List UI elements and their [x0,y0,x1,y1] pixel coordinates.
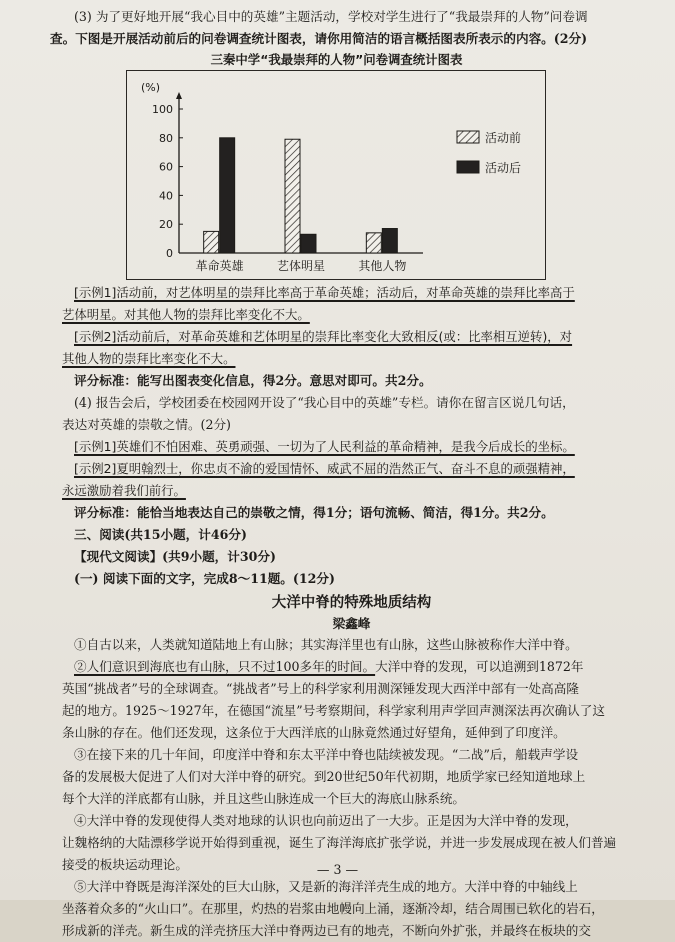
chart-svg [127,71,547,281]
bar-after-2 [382,229,397,253]
bar-before-2 [366,233,381,253]
page-number: — 3 — [316,862,359,877]
bar-after-0 [220,138,235,253]
para-4-line2: 让魏格纳的大陆漂移学说开始得到重视，诞生了海洋海底扩张学说，并进一步发展成现在被人们普遍 [62,835,617,850]
question-3-line1: (3) 为了更好地开展“我心目中的英雄”主题活动，学校对学生进行了“我最崇拜的人物”问卷调 [74,9,588,24]
para-2-line3: 起的地方。1925～1927年，在德国“流星”号考察期间，科学家利用声学回声测深法再次确认了这 [62,703,605,718]
x-tick-label: 其他人物 [358,259,407,273]
y-tick-label: 40 [159,189,173,203]
legend-swatch [457,131,479,143]
answer3-grading: 评分标准：能写出图表变化信息，得2分。意思对即可。共2分。 [74,373,432,388]
x-tick-label: 革命英雄 [195,259,244,273]
legend-label: 活动前 [485,131,522,145]
y-tick-label: 20 [159,218,173,232]
y-tick-label: 100 [152,103,173,116]
legend-swatch [457,161,479,173]
y-axis-arrow [176,92,182,99]
para-3-line2: 备的发展极大促进了人们对大洋中脊的研究。到20世纪50年代初期，地质学家已经知道地球上 [62,769,586,784]
section-reading: 三、阅读(共15小题，计46分) [74,527,247,542]
para-5-line2: 坐落着众多的“火山口”。在那里，灼热的岩浆由地幔向上涌，逐渐冷却，结合周围已软化的岩石， [62,901,604,916]
para-2-rest: 大洋中脊的发现，可以追溯到1872年 [375,659,584,674]
question-4-line2: 表达对英雄的崇敬之情。(2分) [62,417,231,432]
para-3-line1: ③在接下来的几十年间，印度洋中脊和东太平洋中脊也陆续被发现。“二战”后，船载声学设 [74,747,579,762]
answer4-example2-b: 永远激励着我们前行。 [62,483,186,498]
para-4-line1: ④大洋中脊的发现使得人类对地球的认识也向前迈出了一大步。正是因为大洋中脊的发现， [74,813,578,828]
y-tick-label: 0 [166,247,173,260]
article-author: 梁鑫峰 [332,616,371,631]
y-axis-unit: (%) [141,81,161,94]
x-axis [196,258,407,273]
bar-before-0 [204,231,219,253]
legend [457,130,521,175]
para-3-line3: 每个大洋的洋底都有山脉，并且这些山脉连成一个巨大的海底山脉系统。 [62,791,465,806]
section-part1: (一) 阅读下面的文字，完成8～11题。(12分) [74,571,335,586]
para-2-underlined: ②人们意识到海底也有山脉，只不过100多年的时间。 [74,659,376,674]
article-title: 大洋中脊的特殊地质结构 [271,595,432,611]
x-tick-label: 艺体明星 [276,259,326,273]
bar-chart [126,70,546,280]
para-4-line3: 接受的板块运动理论。 [62,857,188,872]
y-tick-label: 60 [159,160,173,174]
answer3-example2-b: 其他人物的崇拜比率变化不大。 [62,351,236,366]
bar-after-1 [301,234,316,253]
para-1: ①自古以来，人类就知道陆地上有山脉；其实海洋里也有山脉，这些山脉被称作大洋中脊。 [74,637,578,652]
para-2-line4: 条山脉的存在。他们还发现，这条位于大西洋底的山脉竟然通过好望角，延伸到了印度洋。 [62,725,566,740]
legend-label: 活动后 [485,161,522,175]
answer3-example1-a: [示例1]活动前，对艺体明星的崇拜比率高于革命英雄；活动后，对革命英雄的崇拜比率高于 [74,285,575,300]
y-tick-label: 80 [159,131,173,145]
para-5-line1: ⑤大洋中脊既是海洋深处的巨大山脉，又是新的海洋洋壳生成的地方。大洋中脊的中轴线上 [74,879,578,894]
chart-title: 三秦中学“我最崇拜的人物”问卷调查统计图表 [210,52,463,67]
bars [204,138,398,253]
bar-before-1 [285,139,300,253]
question-3-line2: 查。下图是开展活动前后的问卷调查统计图表，请你用简洁的语言概括图表所表示的内容。(2分) [50,31,588,46]
answer3-example1-b: 艺体明星。对其他人物的崇拜比率变化不大。 [62,307,310,322]
section-modern: 【现代文阅读】(共9小题，计30分) [74,549,276,564]
answer4-example2-a: [示例2]夏明翰烈士，你忠贞不渝的爱国情怀、威武不屈的浩然正气、奋斗不息的顽强精神， [74,461,575,476]
answer4-example1: [示例1]英雄们不怕困难、英勇顽强、一切为了人民利益的革命精神，是我今后成长的坐标。 [74,439,575,454]
question-4-line1: (4) 报告会后，学校团委在校园网开设了“我心目中的英雄”专栏。请你在留言区说几句话， [74,395,575,410]
answer3-example2-a: [示例2]活动前后，对革命英雄和艺体明星的崇拜比率变化大致相反(或：比率相互逆转)，对 [74,329,573,344]
answer4-grading: 评分标准：能恰当地表达自己的崇敬之情，得1分；语句流畅、简洁，得1分。共2分。 [74,505,554,520]
para-2-line2: 英国“挑战者”号的全球调查。“挑战者”号上的科学家利用测深锤发现大西洋中部有一处高高隆 [62,681,579,696]
para-5-line3: 形成新的洋壳。新生成的洋壳挤压大洋中脊两边已有的地壳，不断向外扩张，并最终在板块的交 [62,923,591,938]
